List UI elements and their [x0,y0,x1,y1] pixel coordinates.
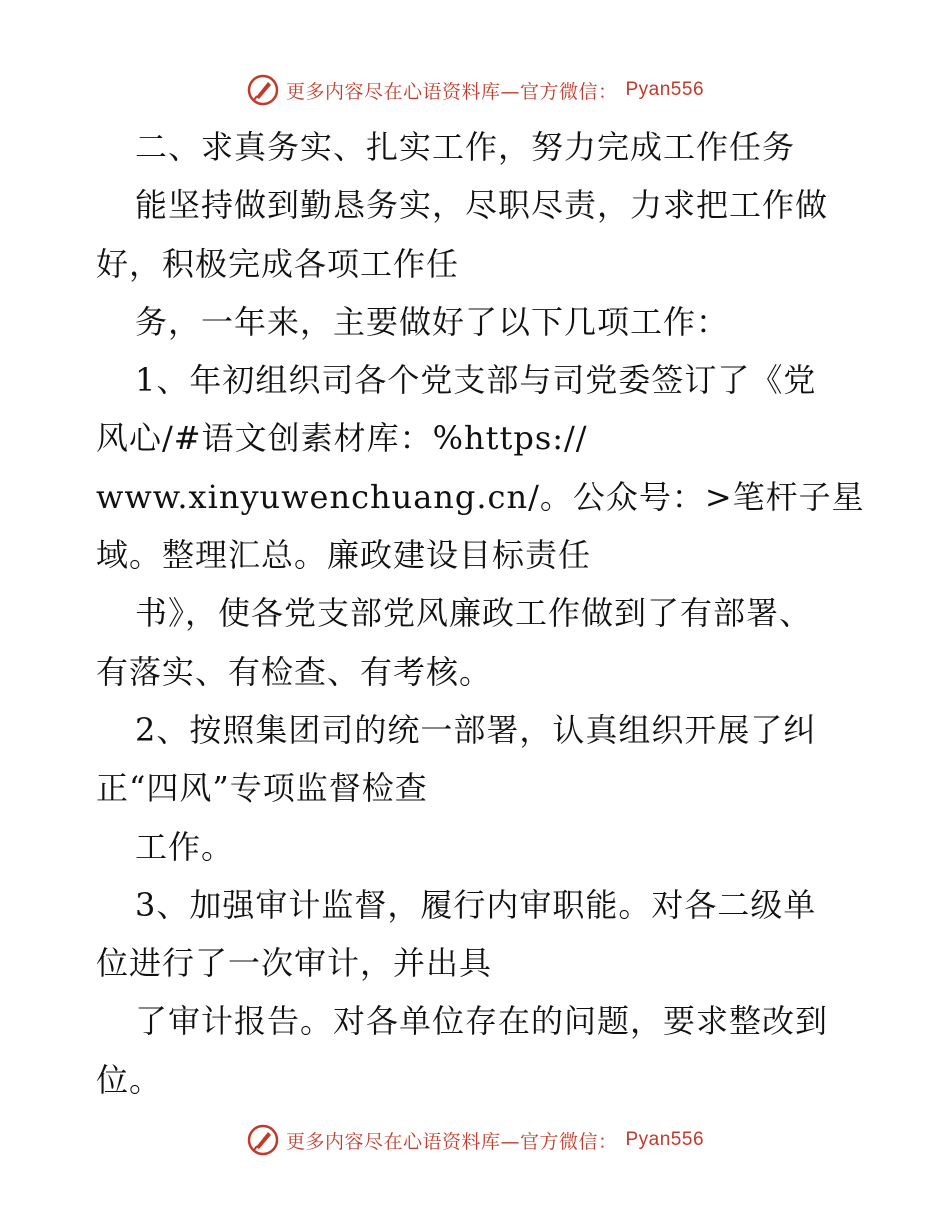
watermark-text: 更多内容尽在心语资料库—官方微信： [285,80,618,103]
list-item-3: 3、加强审计监督，履行内审职能。对各二级单 [135,885,817,924]
url-text-line: www.xinyuwenchuang.cn/。公众号：>笔杆子星 [96,477,865,516]
watermark-text: 更多内容尽在心语资料库—官方微信： [285,1130,618,1153]
document-body [96,118,886,1109]
watermark-wechat-id: Pyan556 [625,1129,705,1150]
text-line: 能坚持做到勤恳务实，尽职尽责，力求把工作做 [135,186,829,225]
text-line: 务，一年来，主要做好了以下几项工作： [135,302,730,341]
text-line: 有落实、有检查、有考核。 [96,652,493,691]
text-line: 了审计报告。对各单位存在的问题，要求整改到 [135,1002,829,1041]
watermark-wechat-id: Pyan556 [625,79,705,100]
text-line: 风心/#语文创素材库：%https:// [96,419,588,458]
section-heading: 二、求真务实、扎实工作，努力完成工作任务 [135,128,796,166]
feather-pen-seal-icon [246,1123,280,1157]
list-item-1: 1、年初组织司各个党支部与司党委签订了《党 [135,361,817,400]
text-line: 书》，使各党支部党风廉政工作做到了有部署、 [135,594,813,633]
text-line: 正“四风”专项监督检查 [96,769,428,808]
text-line: 位。 [96,1060,163,1099]
text-line: 好，积极完成各项工作任 [96,244,460,283]
list-item-2: 2、按照集团司的统一部署，认真组织开展了纠 [135,710,817,749]
feather-pen-seal-icon [246,73,280,107]
header-watermark [0,70,950,110]
text-line: 工作。 [135,827,235,866]
text-line: 位进行了一次审计，并出具 [96,944,493,983]
footer-watermark [0,1120,950,1160]
text-line: 域。整理汇总。廉政建设目标责任 [96,536,592,575]
